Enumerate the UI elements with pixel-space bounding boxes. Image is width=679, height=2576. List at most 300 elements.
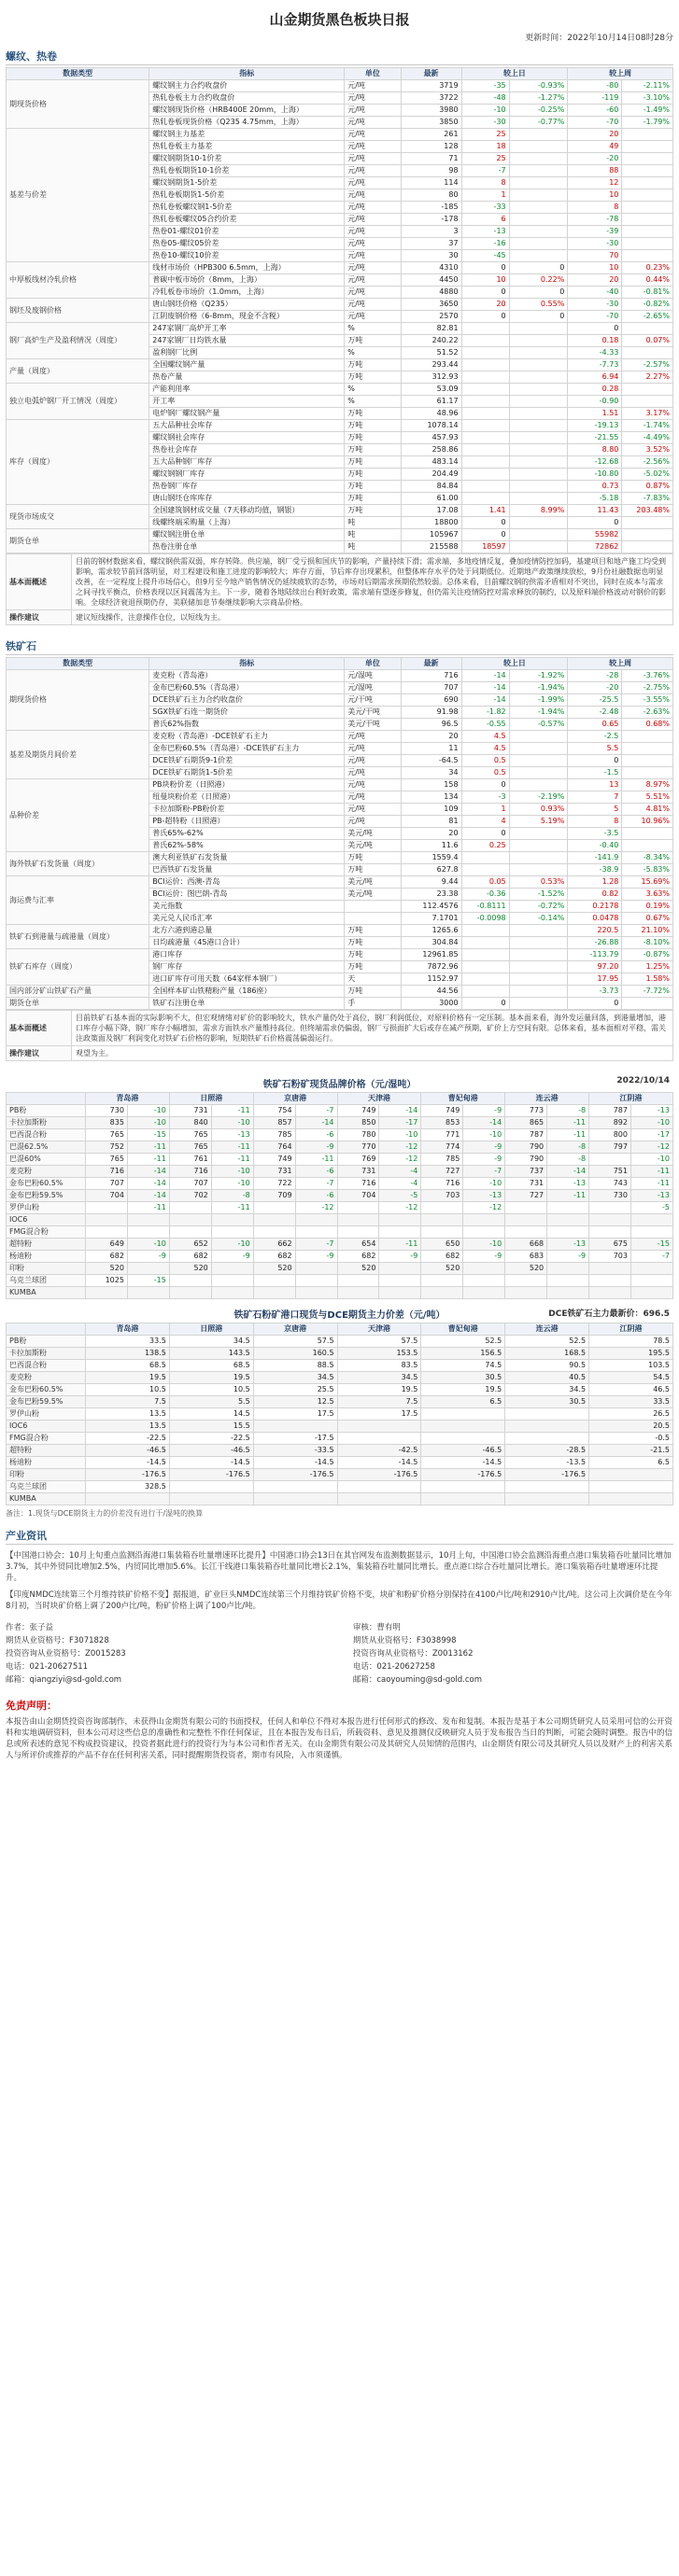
table-cell: 19.5	[421, 1384, 505, 1396]
table-cell: -0.0098	[461, 913, 509, 925]
table-cell	[379, 1263, 421, 1275]
table-cell	[505, 1226, 547, 1239]
reviewer-block	[353, 1621, 673, 1687]
table-cell: 662	[253, 1239, 295, 1251]
port-header: 连云港	[505, 1323, 589, 1336]
table-cell: 15.5	[169, 1421, 253, 1433]
table-cell	[547, 1287, 589, 1299]
table-cell: 220.5	[568, 925, 622, 937]
table-cell: -3	[461, 791, 509, 804]
table-row	[7, 529, 673, 541]
product-name: 巴西混合粉	[7, 1129, 86, 1141]
table-cell: -12	[630, 1141, 672, 1154]
table-cell: 手	[345, 998, 401, 1010]
table-cell	[589, 1287, 631, 1299]
table-cell: -70	[568, 117, 622, 129]
table-cell: 57.5	[337, 1336, 421, 1348]
table-row	[7, 949, 673, 961]
table-cell: 668	[505, 1239, 547, 1251]
row-group-label: 海外铁矿石发货量（周度）	[7, 852, 149, 876]
table-cell: -1.5	[568, 767, 622, 779]
product-name: 印粉	[7, 1469, 86, 1481]
table-cell: 北方六港到港总量	[149, 925, 345, 937]
rebar-table-header	[7, 68, 673, 80]
row-group-label: 钢坯及废钢价格	[7, 299, 149, 323]
table-cell	[509, 529, 568, 541]
table-cell: 0.25	[461, 840, 509, 852]
table-cell: -14	[127, 1190, 169, 1202]
table-cell: -10	[463, 1239, 505, 1251]
table-cell: 20	[401, 731, 461, 743]
table-cell	[461, 961, 509, 973]
table-cell	[127, 1226, 169, 1239]
table-cell: 57.5	[253, 1336, 337, 1348]
product-name: 印粉	[7, 1263, 86, 1275]
table-cell: -33	[461, 202, 509, 214]
table-cell: 682	[169, 1251, 211, 1263]
table-cell	[509, 432, 568, 444]
table-cell: -11	[211, 1141, 253, 1154]
table-cell: 元/湿吨	[345, 682, 401, 694]
table-cell	[622, 529, 673, 541]
table-row	[7, 1190, 673, 1202]
table-cell: 0	[461, 998, 509, 1010]
table-cell: -1.99%	[509, 694, 568, 707]
table-cell: 247家钢厂日均铁水量	[149, 335, 345, 347]
table-cell: 0.65	[568, 719, 622, 731]
table-cell: 195.5	[589, 1348, 673, 1360]
table-cell: -2.48	[568, 707, 622, 719]
rebar-summary-label: 基本面概述	[7, 554, 72, 610]
table-cell	[461, 396, 509, 408]
table-cell: 0	[568, 517, 622, 529]
table-cell: 25	[461, 129, 509, 141]
table-cell: 703	[589, 1251, 631, 1263]
table-cell: -11	[211, 1105, 253, 1117]
table-cell	[463, 1287, 505, 1299]
table-cell: 20	[568, 274, 622, 287]
row-group-label: 产量（周度）	[7, 359, 149, 384]
column-header: 单位	[345, 658, 401, 670]
table-cell	[509, 925, 568, 937]
table-cell: 78.5	[589, 1336, 673, 1348]
table-cell: -0.25%	[509, 105, 568, 117]
table-cell: 12	[568, 177, 622, 189]
table-cell: 215588	[401, 541, 461, 553]
row-group-label: 库存（周度）	[7, 420, 149, 505]
table-cell: 55982	[568, 529, 622, 541]
table-cell: 万吨	[345, 481, 401, 493]
table-cell: 765	[86, 1154, 128, 1166]
contact-line[interactable]: 邮箱：qiangziyi@sd-gold.com	[6, 1675, 122, 1685]
table-cell: 13	[568, 779, 622, 791]
table-cell: 68.5	[169, 1360, 253, 1372]
table-cell: 716	[421, 1178, 463, 1190]
product-name: 杨迪粉	[7, 1251, 86, 1263]
table-cell: 0.22%	[509, 274, 568, 287]
table-cell: -12.68	[568, 456, 622, 469]
column-header: 最新	[401, 68, 461, 80]
table-cell: -176.5	[421, 1469, 505, 1481]
table-cell: 0	[461, 287, 509, 299]
table-cell	[253, 1421, 337, 1433]
table-cell	[509, 165, 568, 177]
table-cell: 61.00	[401, 493, 461, 505]
port-header: 江阴港	[589, 1323, 673, 1336]
table-cell: -10	[211, 1178, 253, 1190]
table-cell: -0.72%	[509, 901, 568, 913]
table-cell: 3722	[401, 92, 461, 105]
table-cell: 4.81%	[622, 804, 673, 816]
table-cell: 卡拉加斯粉-PB粉价差	[149, 804, 345, 816]
row-group-label: 基差及期货月间价差	[7, 731, 149, 779]
table-cell: 40.5	[505, 1372, 589, 1384]
table-cell	[622, 129, 673, 141]
table-cell: -141.9	[568, 852, 622, 864]
table-row	[7, 1421, 673, 1433]
table-cell: -0.90	[568, 396, 622, 408]
table-cell: 682	[253, 1251, 295, 1263]
table-cell: -7	[630, 1251, 672, 1263]
table-cell: -6	[295, 1166, 337, 1178]
table-cell: -10	[127, 1239, 169, 1251]
table-cell: 520	[421, 1263, 463, 1275]
table-cell: 14.5	[169, 1408, 253, 1421]
table-cell	[421, 1433, 505, 1445]
table-cell	[509, 129, 568, 141]
table-cell: 热卷10-螺纹10价差	[149, 250, 345, 262]
table-cell: 71	[401, 153, 461, 165]
dce-footnote: 备注：1.现货与DCE期货主力的价差没有进行干/湿吨的换算	[6, 1509, 204, 1518]
table-cell	[509, 998, 568, 1010]
table-cell: 万吨	[345, 864, 401, 876]
table-cell: 7.5	[337, 1396, 421, 1408]
table-cell: PB块粉价差（日照港）	[149, 779, 345, 791]
table-cell: 649	[86, 1239, 128, 1251]
dce-main-price	[548, 1307, 670, 1319]
table-cell: -30	[568, 299, 622, 311]
row-group-label: 海运费与汇率	[7, 876, 149, 925]
table-cell: 进口矿库存可用天数（64家样本钢厂）	[149, 973, 345, 986]
table-cell	[509, 828, 568, 840]
table-cell: -13	[547, 1239, 589, 1251]
table-cell	[509, 153, 568, 165]
table-cell: 1559.4	[401, 852, 461, 864]
table-cell: -8	[211, 1190, 253, 1202]
table-cell: 114	[401, 177, 461, 189]
table-cell	[547, 1275, 589, 1287]
table-cell	[461, 481, 509, 493]
product-name: 超特粉	[7, 1445, 86, 1457]
table-cell: 热卷注册仓单	[149, 541, 345, 553]
table-cell: 105967	[401, 529, 461, 541]
table-cell: 元/吨	[345, 165, 401, 177]
table-cell: 258.86	[401, 444, 461, 456]
table-row	[7, 1117, 673, 1129]
table-cell: 美元/干吨	[345, 707, 401, 719]
table-cell: 热卷产量	[149, 371, 345, 384]
table-cell: 761	[169, 1154, 211, 1166]
table-cell: -16	[461, 238, 509, 250]
table-cell	[509, 493, 568, 505]
table-cell	[622, 767, 673, 779]
table-cell: 716	[169, 1166, 211, 1178]
table-cell: 0.23%	[622, 262, 673, 274]
table-cell: -12	[463, 1202, 505, 1214]
table-cell: 74.5	[421, 1360, 505, 1372]
table-cell: 元/吨	[345, 816, 401, 828]
table-cell	[509, 347, 568, 359]
table-cell: 0	[461, 517, 509, 529]
table-cell	[509, 937, 568, 949]
table-cell	[461, 347, 509, 359]
table-cell: -10	[127, 1105, 169, 1117]
rebar-heading: 螺纹、热卷	[6, 49, 673, 65]
table-cell: 10.5	[169, 1384, 253, 1396]
table-cell: 元/吨	[345, 80, 401, 92]
table-cell: 91.98	[401, 707, 461, 719]
table-cell: 4.5	[461, 731, 509, 743]
update-time: 更新时间：2022年10月14日08时28分	[525, 34, 673, 43]
table-cell: -14	[127, 1166, 169, 1178]
table-cell: -0.57%	[509, 719, 568, 731]
table-cell: -70	[568, 311, 622, 323]
table-cell	[86, 1214, 128, 1226]
table-cell: 港口库存	[149, 949, 345, 961]
industry-news-item: 【印度NMDC连续第三个月维持铁矿价格不变】据报道，矿业巨头NMDC连续第三个月维持铁矿价格不变，块矿和粉矿价格分别保持在4100卢比/吨和2910卢比/吨。这公司上次调价是在今年8月初，当时块矿价格上调了200卢比/吨，粉矿价格上调了100卢比/吨。	[6, 1590, 672, 1611]
table-cell: -10	[211, 1239, 253, 1251]
table-cell: 800	[589, 1129, 631, 1141]
table-cell: -11	[295, 1154, 337, 1166]
table-cell: -15	[127, 1275, 169, 1287]
table-cell	[345, 913, 401, 925]
table-cell: 112.4576	[401, 901, 461, 913]
table-cell	[622, 141, 673, 153]
table-cell	[169, 1214, 211, 1226]
product-name: 杨迪粉	[7, 1457, 86, 1469]
table-cell	[169, 1202, 211, 1214]
table-cell: -0.40	[568, 840, 622, 852]
row-group-label: 期现货价格	[7, 80, 149, 129]
table-cell	[622, 743, 673, 755]
table-cell	[509, 141, 568, 153]
table-cell: 美元/吨	[345, 828, 401, 840]
table-cell	[337, 1287, 379, 1299]
table-cell: -176.5	[337, 1469, 421, 1481]
table-cell: 520	[505, 1263, 547, 1275]
port-header: 日照港	[169, 1323, 253, 1336]
table-cell: 33.5	[86, 1336, 170, 1348]
contact-line: 电话：021-20627511	[6, 1662, 89, 1672]
table-cell: 2.27%	[622, 371, 673, 384]
table-cell: 美元/吨	[345, 840, 401, 852]
table-cell: 元/干吨	[345, 694, 401, 707]
table-cell: -119	[568, 92, 622, 105]
table-cell: 万吨	[345, 444, 401, 456]
table-cell: 0	[568, 323, 622, 335]
table-cell	[509, 420, 568, 432]
table-cell	[169, 1481, 253, 1493]
table-cell: -9	[463, 1141, 505, 1154]
table-cell: 元/吨	[345, 767, 401, 779]
table-cell	[505, 1408, 589, 1421]
table-cell: 冷轧板卷市场价（1.0mm，上海）	[149, 287, 345, 299]
table-cell	[622, 396, 673, 408]
table-cell: 0.2178	[568, 901, 622, 913]
table-cell	[461, 469, 509, 481]
table-cell: 1.51	[568, 408, 622, 420]
column-header: 较上周	[568, 658, 673, 670]
table-cell: 五大品种社会库存	[149, 420, 345, 432]
table-cell: %	[345, 384, 401, 396]
table-cell: 240.22	[401, 335, 461, 347]
table-cell	[509, 408, 568, 420]
table-cell: 81	[401, 816, 461, 828]
table-cell: -8	[547, 1154, 589, 1166]
table-cell	[421, 1481, 505, 1493]
table-cell	[509, 731, 568, 743]
table-cell: -46.5	[169, 1445, 253, 1457]
table-cell	[622, 998, 673, 1010]
brand-price-date: 2022/10/14	[616, 1076, 670, 1085]
table-row	[7, 1105, 673, 1117]
table-cell: 707	[401, 682, 461, 694]
table-cell: -10	[211, 1166, 253, 1178]
table-cell: -9	[463, 1154, 505, 1166]
table-cell: 34.5	[253, 1372, 337, 1384]
table-cell: -10	[379, 1129, 421, 1141]
table-row	[7, 1263, 673, 1275]
table-cell: 3000	[401, 998, 461, 1010]
table-cell: -1.94%	[509, 707, 568, 719]
port-header: 青岛港	[86, 1323, 170, 1336]
table-cell: 865	[505, 1117, 547, 1129]
table-cell: 520	[169, 1263, 211, 1275]
table-cell: -5.02%	[622, 469, 673, 481]
table-cell: -6	[295, 1129, 337, 1141]
contact-line[interactable]: 邮箱：caoyouming@sd-gold.com	[352, 1675, 483, 1685]
table-cell: -10.80	[568, 469, 622, 481]
table-cell: 元/吨	[345, 791, 401, 804]
row-group-label: 现货市场成交	[7, 505, 149, 529]
table-cell: 1152.97	[401, 973, 461, 986]
table-cell: 769	[337, 1154, 379, 1166]
table-cell	[589, 1214, 631, 1226]
table-cell: 元/吨	[345, 238, 401, 250]
table-cell: -7.73	[568, 359, 622, 371]
table-row	[7, 1141, 673, 1154]
table-cell: 13.5	[86, 1421, 170, 1433]
table-cell	[461, 493, 509, 505]
table-cell: 72862	[568, 541, 622, 553]
table-cell	[421, 1226, 463, 1239]
contact-line: 期货从业资格号：F3038998	[352, 1636, 457, 1645]
table-cell: 4310	[401, 262, 461, 274]
table-row	[7, 129, 673, 141]
table-cell: 五大品种钢厂库存	[149, 456, 345, 469]
iron-advice-label: 操作建议	[7, 1046, 72, 1061]
table-cell: 万吨	[345, 961, 401, 973]
table-cell: 52.5	[421, 1336, 505, 1348]
table-cell	[253, 1214, 295, 1226]
table-cell: -45	[461, 250, 509, 262]
table-cell: -7	[295, 1178, 337, 1190]
table-cell: %	[345, 323, 401, 335]
table-cell	[461, 852, 509, 864]
rebar-summary-table	[6, 553, 673, 625]
table-cell	[509, 189, 568, 202]
table-cell: 138.5	[86, 1348, 170, 1360]
table-cell: -21.55	[568, 432, 622, 444]
column-header: 数据类型	[7, 658, 149, 670]
table-cell	[509, 517, 568, 529]
table-cell: -11	[211, 1202, 253, 1214]
table-cell	[461, 371, 509, 384]
rebar-summary-text: 目前的钢材数据来看，螺纹钢供需双弱，库存转降。供应端，钢厂受亏损和国庆节的影响，产量持续下滑；需求端，多地疫情反复，叠加疫情防控加码，基建项目和地产施工均受到影响，需求较节前回落明显，对工程建设和施工进度的影响较大；库存方面，节后库存出现累积，但整体库存水平仍处于同期低位。近期地产政策继续放松，9月份社融数据也明显改善，在一定程度上提升市场信心，但9月至今地产销售情况仍延续疲软的态势，市场对后期需求预期依然较弱。总体来看，目前螺纹钢的供需矛盾相对不突出，同时在成本与需求之间寻找平衡点，价格表现以区间震荡为主。下一步，随着各地陆续出台利好政策，需求端有望逐步修复，但仍需关注疫情防控对需求释放的制约，以及原料端价格波动对钢价的影响。全球经济衰退预期仍存，美联储加息节奏继续影响大宗商品价格。	[72, 554, 673, 610]
table-cell: -11	[547, 1117, 589, 1129]
table-cell	[337, 1421, 421, 1433]
table-cell: 澳大利亚铁矿石发货量	[149, 852, 345, 864]
table-cell: 457.93	[401, 432, 461, 444]
corner-header	[7, 1323, 86, 1336]
table-cell	[622, 323, 673, 335]
table-cell: 690	[401, 694, 461, 707]
table-cell: 热轧卷板现货价格（Q235 4.75mm，上海）	[149, 117, 345, 129]
table-cell	[509, 949, 568, 961]
table-cell: -12	[379, 1141, 421, 1154]
industry-news-item: 【中国港口协会：10月上旬重点监测沿海港口集装箱吞吐量增速环比提升】中国港口协会13日在其官网发布监测数据显示，10月上旬，中国港口协会监测沿海重点港口集装箱吞吐量同比增加3.7%，其中外贸同比增加2.5%，内贸同比增加5.6%。长江干线港口集装箱吞吐量同比增长2.1%，集装箱吞吐量同比增长。重点港口综合吞吐量同比增长。港口集装箱吞吐量增速环比提升。	[6, 1551, 672, 1583]
table-cell: 18800	[401, 517, 461, 529]
table-cell	[337, 1226, 379, 1239]
table-cell: 热卷01-螺纹01价差	[149, 226, 345, 238]
table-row	[7, 670, 673, 682]
product-name: 卡拉加斯粉	[7, 1117, 86, 1129]
table-cell: 元/吨	[345, 262, 401, 274]
table-row	[7, 1360, 673, 1372]
table-cell: 7872.96	[401, 961, 461, 973]
table-cell: 785	[421, 1154, 463, 1166]
table-cell	[509, 250, 568, 262]
table-cell: 160.5	[253, 1348, 337, 1360]
table-cell: 元/吨	[345, 311, 401, 323]
table-cell: -0.55	[461, 719, 509, 731]
table-cell: 螺纹钢社会库存	[149, 432, 345, 444]
table-cell: 850	[337, 1117, 379, 1129]
table-cell	[461, 420, 509, 432]
table-cell: -9	[463, 1251, 505, 1263]
iron-summary-table	[6, 1010, 673, 1061]
table-cell: 8.80	[568, 444, 622, 456]
table-cell: 26.5	[589, 1408, 673, 1421]
table-cell	[509, 973, 568, 986]
table-cell	[589, 1493, 673, 1505]
table-cell: 153.5	[337, 1348, 421, 1360]
rebar-advice-text: 建议短线操作，注意操作仓位，以短线为主。	[72, 610, 673, 625]
table-cell	[505, 1275, 547, 1287]
table-cell: 520	[86, 1263, 128, 1275]
table-cell: -11	[127, 1154, 169, 1166]
table-row	[7, 359, 673, 371]
table-cell: 万吨	[345, 949, 401, 961]
table-row	[7, 1372, 673, 1384]
table-cell: -4.33	[568, 347, 622, 359]
table-cell: -48	[461, 92, 509, 105]
table-cell: 纽曼块粉价差（日照港）	[149, 791, 345, 804]
row-group-label: 国内部分矿山铁矿石产量	[7, 986, 149, 998]
table-row	[7, 1408, 673, 1421]
product-name: FMG混合粉	[7, 1226, 86, 1239]
dce-main-price-label: DCE铁矿石主力最新价：	[548, 1309, 644, 1319]
